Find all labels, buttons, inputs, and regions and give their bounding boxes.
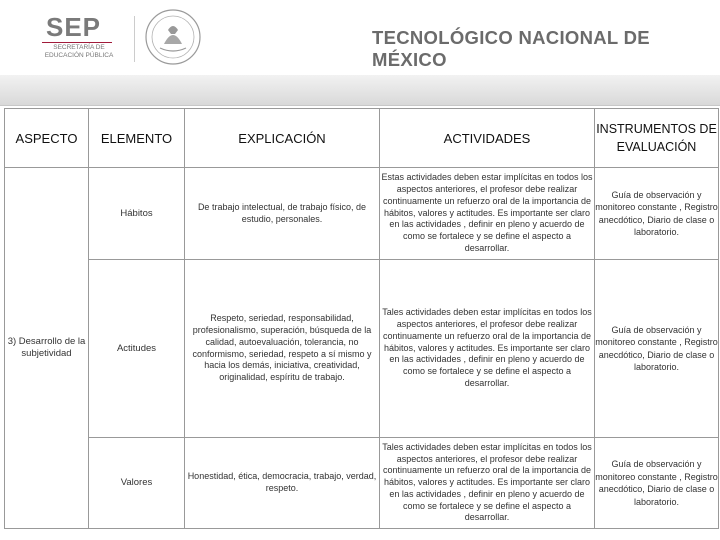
actividades-cell: Estas actividades deben estar implícitas en todos los aspectos anteriores, el profesor debe realizar continuamente un refuerzo oral de la importancia de hábitos, valores y actitudes. Es importante ser claro en las actividades , definir en pleno y acuerdo de como se fortalece y se define el aspecto a desarrollar.	[380, 168, 595, 260]
mexico-seal-icon	[144, 8, 202, 66]
sep-logo: SEP	[46, 12, 102, 42]
table-row	[5, 438, 719, 529]
column-header-explicacion: EXPLICACIÓN	[185, 109, 380, 168]
instrumentos-cell: Guía de observación y monitoreo constante , Registro anecdótico, Diario de clase o laboratorio.	[595, 260, 719, 438]
logo-divider	[134, 16, 135, 62]
elemento-cell: Valores	[89, 438, 185, 529]
actividades-cell: Tales actividades deben estar implícitas en todos los aspectos anteriores, el profesor debe realizar continuamente un refuerzo oral de la importancia de hábitos, valores y actitudes. Es importante ser claro en las actividades , definir en pleno y acuerdo de como se fortalece y se define el aspecto a desarrollar.	[380, 260, 595, 438]
sep-logo-rule	[42, 42, 112, 43]
aspect-cell: 3) Desarrollo de la subjetividad	[5, 168, 89, 529]
header-band	[0, 75, 720, 106]
elemento-cell: Hábitos	[89, 168, 185, 260]
explicacion-cell: Respeto, seriedad, responsabilidad, profesionalismo, superación, búsqueda de la calidad, autoevaluación, tolerancia, no conformismo, seriedad, respeto a sí mismo y hacia los demás, iniciativa, creatividad, originalidad, espíritu de trabajo.	[185, 260, 380, 438]
instrumentos-cell: Guía de observación y monitoreo constante , Registro anecdótico, Diario de clase o laboratorio.	[595, 438, 719, 529]
elemento-cell: Actitudes	[89, 260, 185, 438]
sep-subtitle-line-1: SECRETARÍA DE	[53, 44, 105, 51]
column-header-elemento: ELEMENTO	[89, 109, 185, 168]
page-header	[0, 0, 720, 75]
column-header-instrumentos: INSTRUMENTOS DE EVALUACIÓN	[595, 109, 719, 168]
table-header-row	[5, 109, 719, 168]
evaluation-table	[4, 108, 719, 529]
sep-subtitle-line-2: EDUCACIÓN PÚBLICA	[44, 52, 114, 59]
column-header-aspecto: ASPECTO	[5, 109, 89, 168]
explicacion-cell: Honestidad, ética, democracia, trabajo, verdad, respeto.	[185, 438, 380, 529]
actividades-cell: Tales actividades deben estar implícitas en todos los aspectos anteriores, el profesor debe realizar continuamente un refuerzo oral de la importancia de hábitos, valores y actitudes. Es importante ser claro en las actividades , definir en pleno y acuerdo de como se fortalece y se define el aspecto a desarrollar.	[380, 438, 595, 529]
explicacion-cell: De trabajo intelectual, de trabajo físico, de estudio, personales.	[185, 168, 380, 260]
column-header-actividades: ACTIVIDADES	[380, 109, 595, 168]
instrumentos-cell: Guía de observación y monitoreo constante , Registro anecdótico, Diario de clase o laboratorio.	[595, 168, 719, 260]
table-row	[5, 260, 719, 438]
table-row	[5, 168, 719, 260]
sep-subtitle	[34, 44, 124, 60]
institution-title: TECNOLÓGICO NACIONAL DE MÉXICO	[372, 27, 650, 70]
